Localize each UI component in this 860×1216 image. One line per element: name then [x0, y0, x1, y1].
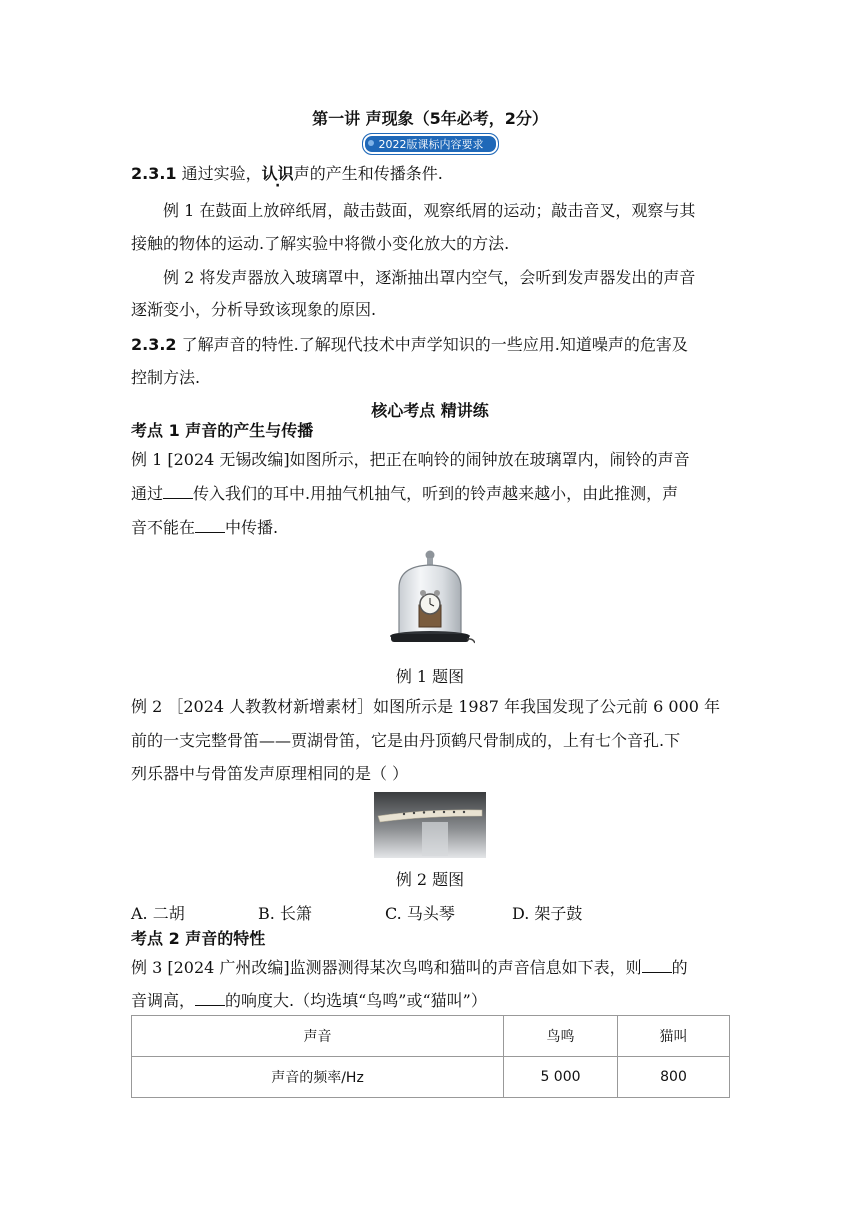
- standard-text: 通过实验，: [181, 164, 262, 183]
- figure-2-caption: 例 2 题图: [395, 870, 465, 889]
- standard-2-3-1: [131, 164, 443, 184]
- standard-text: 控制方法.: [131, 368, 201, 387]
- option-b[interactable]: B. 长箫: [258, 904, 312, 923]
- q1-text: 中传播.: [225, 518, 279, 537]
- standard-text: 了解声音的特性.了解现代技术中声学知识的一些应用.知道噪声的危害及: [181, 335, 688, 354]
- option-c[interactable]: C. 马头琴: [385, 904, 455, 923]
- q1-text: 传入我们的耳中.用抽气机抽气，听到的铃声越来越小，由此推测，声: [193, 484, 679, 503]
- question-1-line: [131, 484, 678, 504]
- kaodian-1-title: 考点 1 声音的产生与传播: [131, 421, 314, 440]
- q1-text: 通过: [131, 484, 164, 503]
- table-cell: 800: [618, 1057, 730, 1098]
- question-2-line: 例 2 ［2024 人教教材新增素材］如图所示是 1987 年我国发现了公元前 6 000 年: [131, 697, 721, 716]
- table-cell: 5 000: [504, 1057, 618, 1098]
- table-header: 声音: [132, 1016, 504, 1057]
- bell-jar-clock-figure: [385, 548, 475, 648]
- question-3-line: [131, 991, 487, 1011]
- table-header-row: [132, 1016, 730, 1057]
- emphasis-text: 认识: [261, 164, 294, 183]
- badge-wrap: [0, 133, 860, 155]
- question-2-line: 前的一支完整骨笛——贾湖骨笛，它是由丹顶鹤尺骨制成的，上有七个音孔.下: [131, 731, 681, 750]
- example-2-line: 例 2 将发声器放入玻璃罩中，逐渐抽出罩内空气，会听到发声器发出的声音: [163, 268, 696, 287]
- standard-2-3-2: [131, 335, 688, 355]
- answer-blank[interactable]: [195, 991, 225, 1006]
- option-a[interactable]: A. 二胡: [131, 904, 185, 923]
- curriculum-badge: [362, 133, 499, 155]
- standard-text: 声的产生和传播条件.: [293, 164, 443, 183]
- example-1-line: 接触的物体的运动.了解实验中将微小变化放大的方法.: [131, 234, 510, 253]
- sound-info-table: [131, 1015, 730, 1098]
- section-title: 核心考点 精讲练: [371, 401, 489, 420]
- q3-text: 的: [671, 958, 688, 977]
- standard-code: 2.3.1: [131, 164, 177, 183]
- badge-label: 2022版课标内容要求: [378, 138, 484, 151]
- question-3-line: [131, 958, 688, 978]
- example-1-line: 例 1 在鼓面上放碎纸屑，敲击鼓面，观察纸屑的运动；敲击音叉，观察与其: [163, 201, 696, 220]
- q3-text: 的响度大.（均选填“鸟鸣”或“猫叫”）: [225, 991, 487, 1010]
- badge-dot-icon: [368, 140, 374, 146]
- table-header: 鸟鸣: [504, 1016, 618, 1057]
- q3-text: 音调高，: [131, 991, 196, 1010]
- figure-1-caption: 例 1 题图: [395, 667, 465, 686]
- answer-blank[interactable]: [642, 958, 672, 973]
- answer-blank[interactable]: [163, 484, 193, 499]
- q1-text: 音不能在: [131, 518, 196, 537]
- standard-code: 2.3.2: [131, 335, 177, 354]
- page-title: 第一讲 声现象（5年必考，2分）: [312, 109, 548, 128]
- table-header: 猫叫: [618, 1016, 730, 1057]
- bone-flute-figure: [374, 792, 486, 858]
- answer-blank[interactable]: [195, 518, 225, 533]
- question-2-line: 列乐器中与骨笛发声原理相同的是（ ）: [131, 764, 409, 783]
- example-2-line: 逐渐变小，分析导致该现象的原因.: [131, 300, 377, 319]
- question-1-line: 例 1 [2024 无锡改编]如图所示，把正在响铃的闹钟放在玻璃罩内，闹铃的声音: [131, 450, 690, 469]
- table-row: [132, 1057, 730, 1098]
- option-d[interactable]: D. 架子鼓: [512, 904, 583, 923]
- table-cell: 声音的频率/Hz: [132, 1057, 504, 1098]
- q3-text: 例 3 [2024 广州改编]监测器测得某次鸟鸣和猫叫的声音信息如下表，则: [131, 958, 642, 977]
- question-1-line: [131, 518, 278, 538]
- kaodian-2-title: 考点 2 声音的特性: [131, 929, 266, 948]
